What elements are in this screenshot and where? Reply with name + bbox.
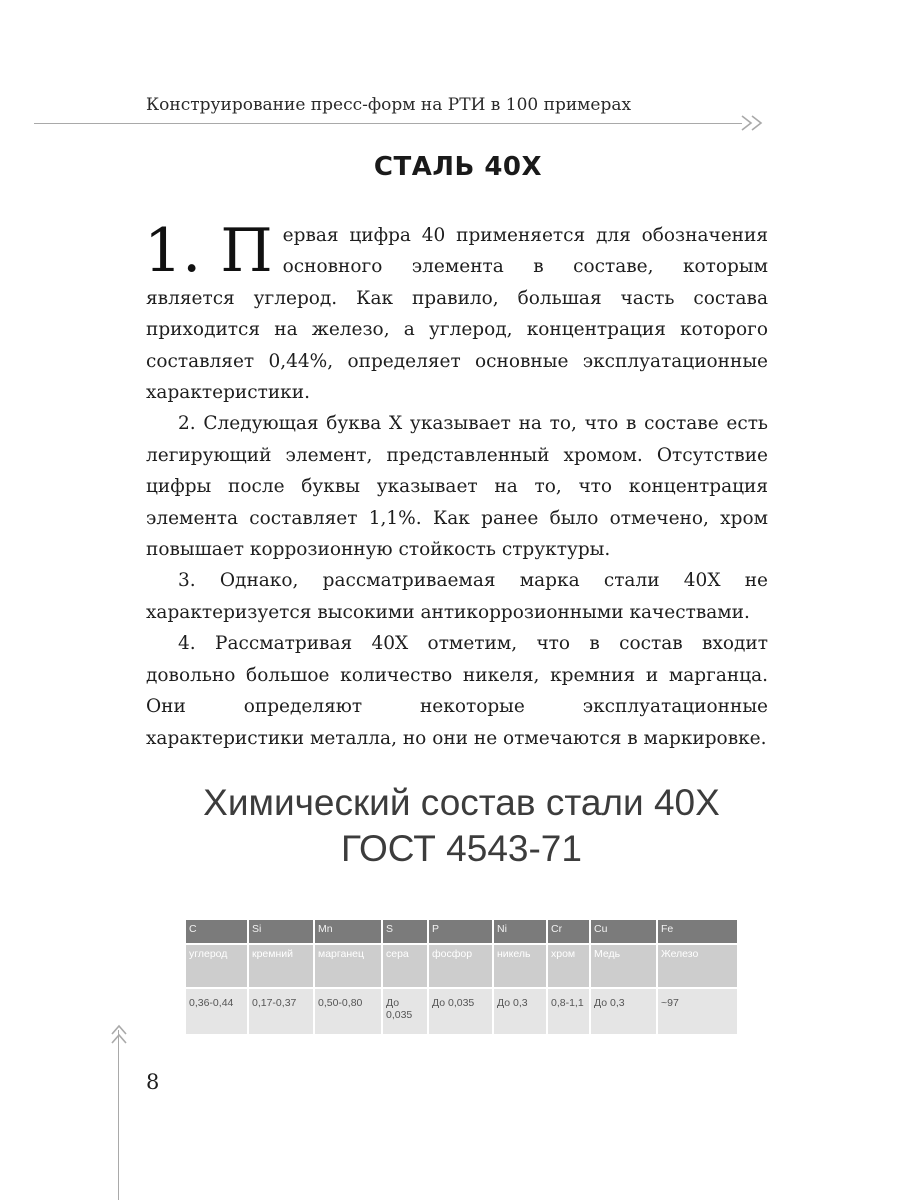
chemical-composition-table bbox=[186, 920, 737, 1034]
table-row bbox=[186, 944, 737, 988]
paragraph-3: 3. Однако, рассматриваемая марка стали 40Х не характеризуется высокими антикоррозионными качествами. bbox=[146, 570, 768, 623]
table-header-cell: Fe bbox=[657, 920, 737, 944]
chapter-title: СТАЛЬ 40Х bbox=[373, 152, 543, 182]
table-cell: До 0,035 bbox=[382, 988, 428, 1034]
table-header-cell: Cu bbox=[590, 920, 657, 944]
header-rule bbox=[34, 123, 742, 124]
table-cell: До 0,3 bbox=[493, 988, 547, 1034]
table-cell: сера bbox=[382, 944, 428, 988]
side-rule bbox=[118, 1030, 119, 1200]
table-header-cell: S bbox=[382, 920, 428, 944]
table-header-cell: P bbox=[428, 920, 493, 944]
paragraph-1 bbox=[144, 216, 768, 408]
page-number: 8 bbox=[146, 1070, 160, 1094]
double-chevron-up-icon bbox=[108, 1022, 130, 1054]
running-head: Конструирование пресс-форм на РТИ в 100 примерах bbox=[146, 95, 632, 115]
body-text bbox=[144, 216, 768, 754]
table-cell: 0,8-1,1 bbox=[547, 988, 590, 1034]
table-cell: 0,17-0,37 bbox=[248, 988, 314, 1034]
paragraph-1-text: ервая цифра 40 применяется для обозначения основного элемента в составе, которым является углерод. Как правило, большая часть состава приходится на железо, а углерод, концентрация которого составляет 0,44%, определяет основные эксплуатационные характеристики. bbox=[146, 225, 768, 404]
table-cell: фосфор bbox=[428, 944, 493, 988]
table-cell: марганец bbox=[314, 944, 382, 988]
table-cell: До 0,3 bbox=[590, 988, 657, 1034]
figure-title bbox=[156, 780, 767, 872]
table-header-cell: Mn bbox=[314, 920, 382, 944]
table-cell: хром bbox=[547, 944, 590, 988]
table-cell: Медь bbox=[590, 944, 657, 988]
table-header-cell: Si bbox=[248, 920, 314, 944]
paragraph-4: 4. Рассматривая 40Х отметим, что в состав входит довольно большое количество никеля, кремния и марганца. Они определяют некоторые эксплуатационные характеристики металла, но они не отмечаются в маркировке. bbox=[146, 633, 768, 749]
table-cell: 0,50-0,80 bbox=[314, 988, 382, 1034]
table-cell: До 0,035 bbox=[428, 988, 493, 1034]
table-cell: никель bbox=[493, 944, 547, 988]
symbols-row bbox=[186, 920, 737, 944]
drop-cap: 1. П bbox=[144, 216, 273, 286]
table-cell: ~97 bbox=[657, 988, 737, 1034]
figure-title-line-2: ГОСТ 4543-71 bbox=[341, 828, 582, 869]
table-row bbox=[186, 988, 737, 1034]
paragraph-2: 2. Следующая буква Х указывает на то, что в составе есть легирующий элемент, представленный хромом. Отсутствие цифры после буквы указывает на то, что концентрация элемента составляет 1,1%. Как ранее было отмечено, хром повышает коррозионную стойкость структуры. bbox=[146, 413, 768, 561]
table-cell: углерод bbox=[186, 944, 248, 988]
table-cell: Железо bbox=[657, 944, 737, 988]
table-header-cell: C bbox=[186, 920, 248, 944]
table-header-cell: Cr bbox=[547, 920, 590, 944]
double-chevron-right-icon bbox=[738, 112, 770, 134]
table-cell: 0,36-0,44 bbox=[186, 988, 248, 1034]
table-cell: кремний bbox=[248, 944, 314, 988]
table-header-cell: Ni bbox=[493, 920, 547, 944]
figure-title-line-1: Химический состав стали 40Х bbox=[203, 782, 720, 823]
composition-figure bbox=[186, 780, 737, 1034]
